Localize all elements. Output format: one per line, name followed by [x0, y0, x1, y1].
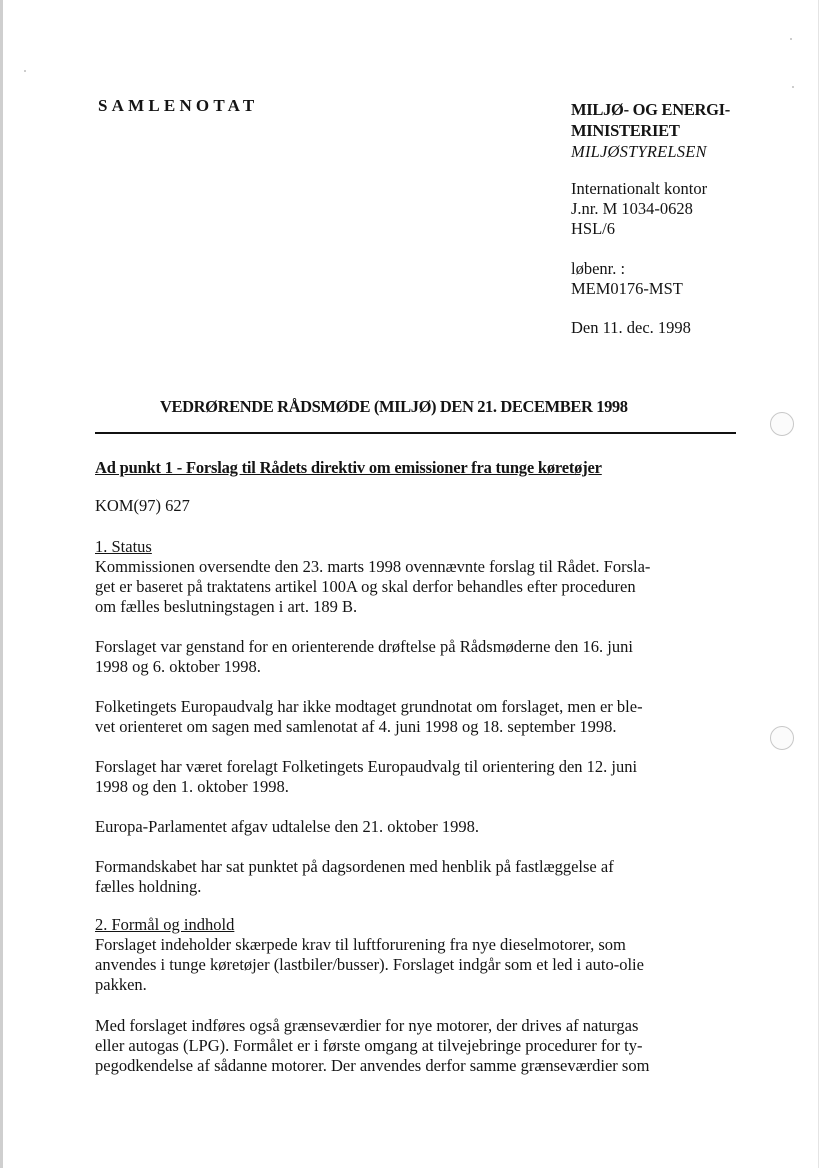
- paragraph-line: fælles holdning.: [95, 877, 202, 896]
- running-number-block: [571, 259, 683, 299]
- paragraph-line: 1998 og den 1. oktober 1998.: [95, 777, 289, 796]
- paragraph-line: Forslaget indeholder skærpede krav til luftforurening fra nye dieselmotorer, som: [95, 935, 626, 954]
- section-1-paragraph-2: [95, 637, 745, 677]
- paragraph-line: Folketingets Europaudvalg har ikke modtaget grundnotat om forslaget, men er ble-: [95, 697, 643, 716]
- journal-number: J.nr. M 1034-0628: [571, 199, 693, 218]
- running-number-value: MEM0176-MST: [571, 279, 683, 298]
- scan-left-edge: [0, 0, 3, 1168]
- scan-speck: [792, 86, 794, 88]
- paragraph-line: vet orienteret om sagen med samlenotat af 4. juni 1998 og 18. september 1998.: [95, 717, 617, 736]
- scan-speck: [790, 38, 792, 40]
- ministry-block: [571, 99, 730, 162]
- running-number-label: løbenr. :: [571, 259, 626, 278]
- kom-reference: [95, 496, 745, 516]
- section-1-paragraph-6: [95, 857, 745, 897]
- section-1: [95, 537, 745, 617]
- paragraph-line: Med forslaget indføres også grænseværdier for nye motorer, der drives af naturgas: [95, 1016, 639, 1035]
- document-date: [571, 318, 691, 338]
- date-text: Den 11. dec. 1998: [571, 318, 691, 337]
- paragraph-line: pakken.: [95, 975, 147, 994]
- paragraph-line: 1998 og 6. oktober 1998.: [95, 657, 261, 676]
- office-block: [571, 179, 707, 239]
- paragraph-line: Formandskabet har sat punktet på dagsordenen med henblik på fastlæggelse af: [95, 857, 614, 876]
- kom-reference-text: KOM(97) 627: [95, 496, 190, 515]
- agenda-point-heading: Ad punkt 1 - Forslag til Rådets direktiv om emissioner fra tunge køretøjer: [95, 458, 602, 477]
- section-2-paragraph-2: [95, 1016, 745, 1076]
- paragraph-line: get er baseret på traktatens artikel 100A og skal derfor behandles efter proceduren: [95, 577, 636, 596]
- office-name: Internationalt kontor: [571, 179, 708, 198]
- ministry-name-line2: MINISTERIET: [571, 121, 680, 140]
- scan-right-edge: [818, 0, 819, 1168]
- punch-hole-mark: [770, 412, 794, 436]
- paragraph-line: Kommissionen oversendte den 23. marts 1998 ovennævnte forslag til Rådet. Forsla-: [95, 557, 651, 576]
- agency-name: MILJØSTYRELSEN: [571, 142, 707, 161]
- reference: HSL/6: [571, 219, 616, 238]
- ministry-name-line1: MILJØ- OG ENERGI-: [571, 100, 730, 119]
- punch-hole-mark: [770, 726, 794, 750]
- paragraph-line: eller autogas (LPG). Formålet er i første omgang at tilvejebringe procedurer for ty-: [95, 1036, 643, 1055]
- section-1-paragraph-3: [95, 697, 745, 737]
- paragraph-line: om fælles beslutningstagen i art. 189 B.: [95, 597, 358, 616]
- paragraph-line: Europa-Parlamentet afgav udtalelse den 21. oktober 1998.: [95, 817, 479, 836]
- section-2: [95, 915, 745, 995]
- paragraph-line: Forslaget har været forelagt Folketingets Europaudvalg til orientering den 12. juni: [95, 757, 638, 776]
- section-1-heading: 1. Status: [95, 537, 152, 556]
- section-1-paragraph-4: [95, 757, 745, 797]
- section-2-heading: 2. Formål og indhold: [95, 915, 235, 934]
- paragraph-line: Forslaget var genstand for en orienterende drøftelse på Rådsmøderne den 16. juni: [95, 637, 633, 656]
- document-title: VEDRØRENDE RÅDSMØDE (MILJØ) DEN 21. DECEMBER 1998: [160, 397, 628, 416]
- document-type: SAMLENOTAT: [98, 96, 259, 115]
- scan-speck: [24, 70, 26, 72]
- paragraph-line: anvendes i tunge køretøjer (lastbiler/busser). Forslaget indgår som et led i auto-olie: [95, 955, 644, 974]
- paragraph-line: pegodkendelse af sådanne motorer. Der anvendes derfor samme grænseværdier som: [95, 1056, 650, 1075]
- title-rule: [95, 432, 736, 434]
- section-1-paragraph-5: [95, 817, 745, 837]
